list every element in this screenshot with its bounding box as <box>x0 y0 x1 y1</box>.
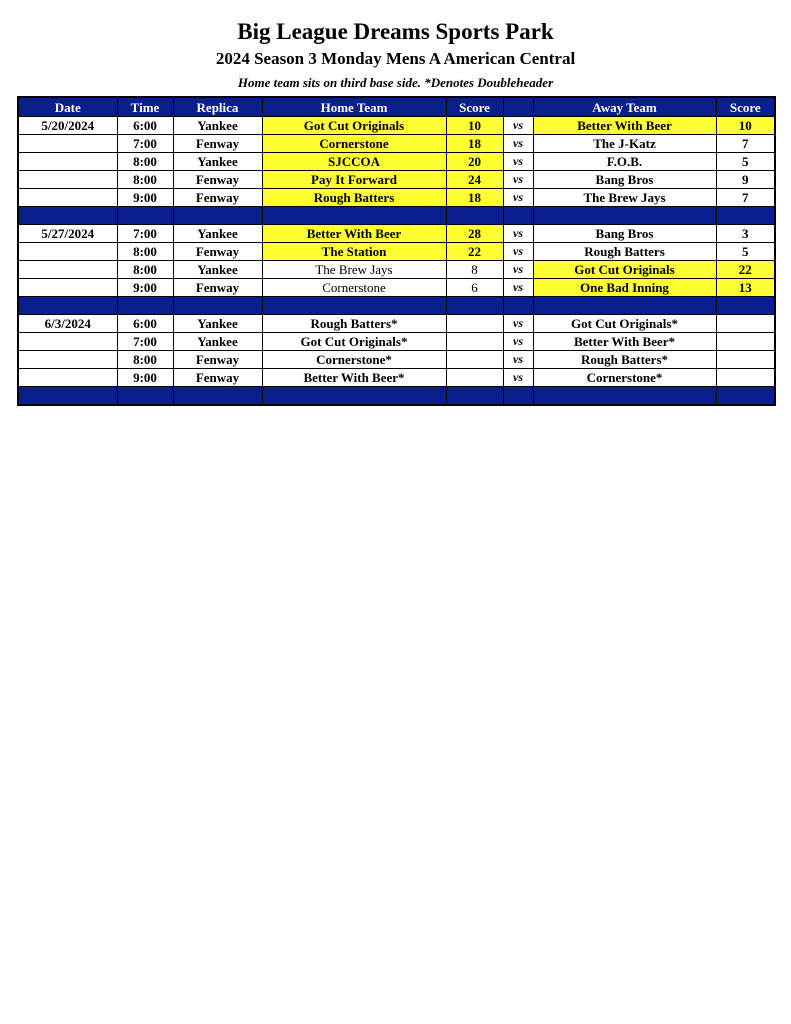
date-cell <box>18 171 117 189</box>
week-divider-row <box>18 297 775 315</box>
replica-cell: Fenway <box>173 171 262 189</box>
home-score-cell: 20 <box>446 153 503 171</box>
home-team-cell: Pay It Forward <box>262 171 446 189</box>
away-team-cell: Bang Bros <box>533 171 716 189</box>
vs-cell: vs <box>503 135 533 153</box>
away-team-cell: The J-Katz <box>533 135 716 153</box>
home-score-cell: 24 <box>446 171 503 189</box>
away-team-cell: Bang Bros <box>533 225 716 243</box>
date-cell <box>18 261 117 279</box>
away-score-cell <box>716 369 775 387</box>
vs-cell: vs <box>503 189 533 207</box>
replica-cell: Yankee <box>173 225 262 243</box>
table-row <box>18 261 775 279</box>
home-score-cell: 18 <box>446 189 503 207</box>
home-score-cell: 22 <box>446 243 503 261</box>
home-team-cell: Rough Batters* <box>262 315 446 333</box>
replica-cell: Fenway <box>173 369 262 387</box>
date-cell <box>18 135 117 153</box>
replica-cell: Yankee <box>173 333 262 351</box>
week-divider-row <box>18 387 775 406</box>
table-row <box>18 117 775 135</box>
time-cell: 8:00 <box>117 351 173 369</box>
home-score-cell <box>446 333 503 351</box>
time-cell: 7:00 <box>117 225 173 243</box>
table-row <box>18 315 775 333</box>
time-cell: 8:00 <box>117 153 173 171</box>
table-row <box>18 225 775 243</box>
time-cell: 8:00 <box>117 171 173 189</box>
table-row <box>18 369 775 387</box>
replica-cell: Yankee <box>173 315 262 333</box>
table-row <box>18 279 775 297</box>
time-cell: 6:00 <box>117 315 173 333</box>
vs-cell: vs <box>503 243 533 261</box>
vs-cell: vs <box>503 369 533 387</box>
away-team-cell: Better With Beer <box>533 117 716 135</box>
away-score-cell: 9 <box>716 171 775 189</box>
date-cell <box>18 153 117 171</box>
replica-cell: Fenway <box>173 279 262 297</box>
home-score-cell: 28 <box>446 225 503 243</box>
col-header-time: Time <box>117 97 173 117</box>
home-score-cell: 8 <box>446 261 503 279</box>
away-team-cell: Got Cut Originals <box>533 261 716 279</box>
home-team-cell: Cornerstone <box>262 279 446 297</box>
date-cell <box>18 279 117 297</box>
home-team-cell: SJCCOA <box>262 153 446 171</box>
table-row <box>18 153 775 171</box>
date-cell <box>18 189 117 207</box>
away-team-cell: Better With Beer* <box>533 333 716 351</box>
away-score-cell: 13 <box>716 279 775 297</box>
page-title: Big League Dreams Sports Park <box>237 19 554 44</box>
date-cell: 5/20/2024 <box>18 117 117 135</box>
away-score-cell <box>716 333 775 351</box>
time-cell: 8:00 <box>117 261 173 279</box>
replica-cell: Yankee <box>173 117 262 135</box>
table-row <box>18 351 775 369</box>
home-score-cell <box>446 315 503 333</box>
home-team-cell: Better With Beer* <box>262 369 446 387</box>
vs-cell: vs <box>503 225 533 243</box>
vs-cell: vs <box>503 315 533 333</box>
home-score-cell: 6 <box>446 279 503 297</box>
col-header-vs <box>503 97 533 117</box>
home-score-cell: 18 <box>446 135 503 153</box>
date-cell: 5/27/2024 <box>18 225 117 243</box>
vs-cell: vs <box>503 333 533 351</box>
away-score-cell: 7 <box>716 189 775 207</box>
home-score-cell: 10 <box>446 117 503 135</box>
away-team-cell: The Brew Jays <box>533 189 716 207</box>
vs-cell: vs <box>503 153 533 171</box>
time-cell: 9:00 <box>117 189 173 207</box>
vs-cell: vs <box>503 351 533 369</box>
vs-cell: vs <box>503 117 533 135</box>
date-cell <box>18 243 117 261</box>
away-team-cell: Got Cut Originals* <box>533 315 716 333</box>
away-team-cell: Rough Batters <box>533 243 716 261</box>
replica-cell: Yankee <box>173 261 262 279</box>
col-header-date: Date <box>18 97 117 117</box>
away-score-cell: 5 <box>716 243 775 261</box>
home-team-cell: Better With Beer <box>262 225 446 243</box>
replica-cell: Yankee <box>173 153 262 171</box>
replica-cell: Fenway <box>173 351 262 369</box>
date-cell: 6/3/2024 <box>18 315 117 333</box>
away-team-cell: Cornerstone* <box>533 369 716 387</box>
away-score-cell: 7 <box>716 135 775 153</box>
vs-cell: vs <box>503 279 533 297</box>
vs-cell: vs <box>503 261 533 279</box>
table-row <box>18 189 775 207</box>
home-team-cell: Got Cut Originals* <box>262 333 446 351</box>
time-cell: 7:00 <box>117 135 173 153</box>
home-team-cell: Cornerstone* <box>262 351 446 369</box>
home-team-cell: Got Cut Originals <box>262 117 446 135</box>
time-cell: 9:00 <box>117 279 173 297</box>
home-team-cell: Rough Batters <box>262 189 446 207</box>
time-cell: 9:00 <box>117 369 173 387</box>
date-cell <box>18 333 117 351</box>
date-cell <box>18 369 117 387</box>
away-score-cell: 3 <box>716 225 775 243</box>
away-score-cell <box>716 351 775 369</box>
time-cell: 8:00 <box>117 243 173 261</box>
header-row <box>18 97 775 117</box>
schedule-table <box>17 96 776 406</box>
week-divider-row <box>18 207 775 225</box>
vs-cell: vs <box>503 171 533 189</box>
away-score-cell <box>716 315 775 333</box>
col-header-away-team: Away Team <box>533 97 716 117</box>
home-team-cell: The Brew Jays <box>262 261 446 279</box>
table-row <box>18 135 775 153</box>
replica-cell: Fenway <box>173 243 262 261</box>
replica-cell: Fenway <box>173 189 262 207</box>
time-cell: 7:00 <box>117 333 173 351</box>
home-score-cell <box>446 351 503 369</box>
away-score-cell: 10 <box>716 117 775 135</box>
col-header-away-score: Score <box>716 97 775 117</box>
away-team-cell: One Bad Inning <box>533 279 716 297</box>
home-team-cell: The Station <box>262 243 446 261</box>
col-header-home-team: Home Team <box>262 97 446 117</box>
table-row <box>18 171 775 189</box>
away-team-cell: F.O.B. <box>533 153 716 171</box>
home-team-cell: Cornerstone <box>262 135 446 153</box>
home-score-cell <box>446 369 503 387</box>
table-row <box>18 243 775 261</box>
away-score-cell: 5 <box>716 153 775 171</box>
time-cell: 6:00 <box>117 117 173 135</box>
table-row <box>18 333 775 351</box>
col-header-home-score: Score <box>446 97 503 117</box>
date-cell <box>18 351 117 369</box>
away-team-cell: Rough Batters* <box>533 351 716 369</box>
schedule-note: Home team sits on third base side. *Denotes Doubleheader <box>237 75 554 90</box>
col-header-replica: Replica <box>173 97 262 117</box>
away-score-cell: 22 <box>716 261 775 279</box>
replica-cell: Fenway <box>173 135 262 153</box>
page-subtitle: 2024 Season 3 Monday Mens A American Central <box>215 49 576 68</box>
